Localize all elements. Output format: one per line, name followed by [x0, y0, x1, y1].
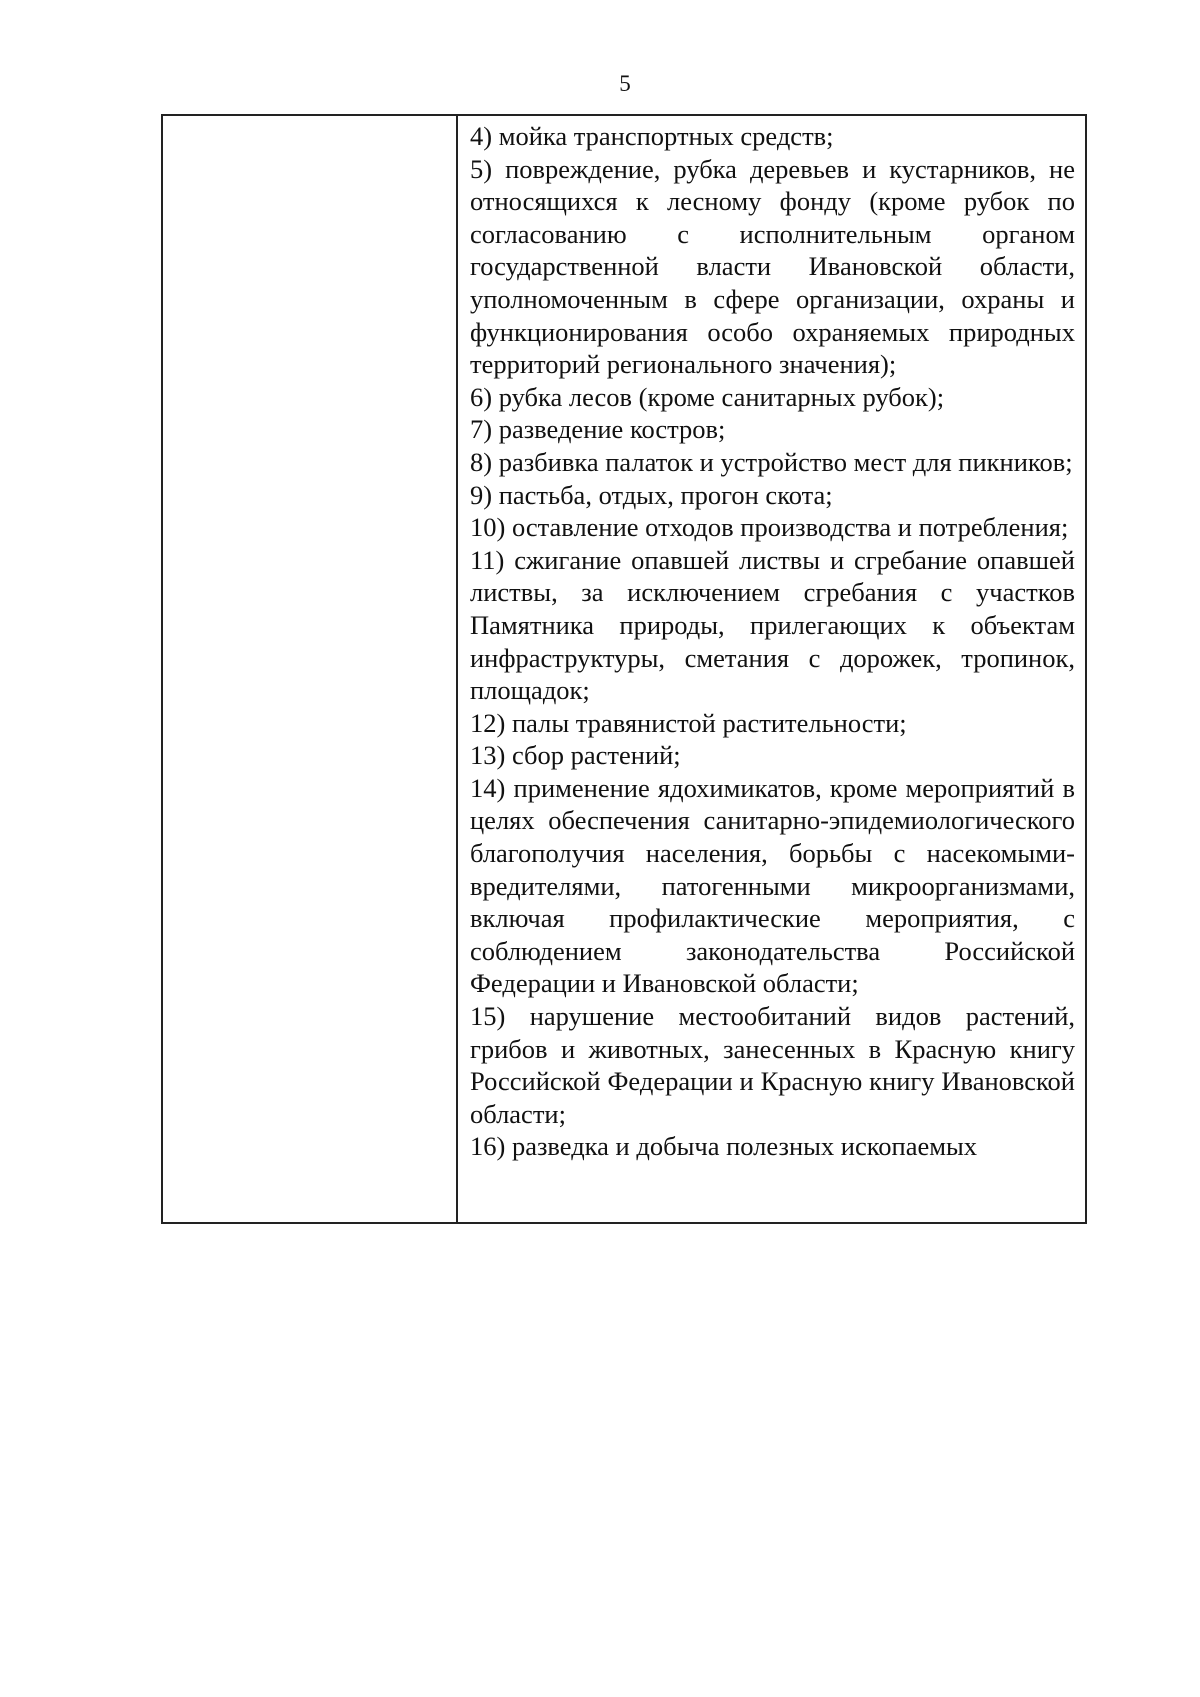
restriction-item: 12) палы травянистой растительности; [470, 707, 907, 738]
restrictions-table [161, 114, 1087, 1224]
restriction-item: 8) разбивка палаток и устройство мест для пикников; [470, 446, 1073, 477]
table-cell-empty [163, 116, 458, 1222]
restriction-item: 15) нарушение местообитаний видов растений, грибов и животных, занесенных в Красную книгу Российской Федерации и Красную книгу Ивановской области; [470, 1001, 1075, 1129]
restriction-item: 16) разведка и добыча полезных ископаемых [470, 1131, 978, 1162]
restriction-item: 5) повреждение, рубка деревьев и кустарников, не относящихся к лесному фонду (кроме рубок по согласованию с исполнительным органом государственной власти Ивановской области, уполномоченным в сфере организации, охраны и функционирования особо охраняемых природных территорий регионального значения); [470, 153, 1075, 380]
restriction-item: 10) оставление отходов производства и потребления; [470, 512, 1069, 543]
restriction-item: 7) разведение костров; [470, 414, 726, 445]
restriction-item: 9) пастьба, отдых, прогон скота; [470, 479, 833, 510]
restriction-item: 13) сбор растений; [470, 740, 681, 771]
restriction-item: 11) сжигание опавшей листвы и сгребание опавшей листвы, за исключением сгребания с участков Памятника природы, прилегающих к объектам инфраструктуры, сметания с дорожек, тропинок, площадок; [470, 544, 1075, 706]
table-cell-restrictions [458, 116, 1085, 1222]
restriction-item: 6) рубка лесов (кроме санитарных рубок); [470, 381, 945, 412]
page-number: 5 [619, 71, 631, 96]
restriction-item: 14) применение ядохимикатов, кроме мероприятий в целях обеспечения санитарно-эпидемиологического благополучия населения, борьбы с насекомыми-вредителями, патогенными микроорганизмами, включая профилактические мероприятия, с соблюдением законодательства Российской Федерации и Ивановской области; [470, 772, 1075, 999]
restriction-item: 4) мойка транспортных средств; [470, 121, 834, 151]
